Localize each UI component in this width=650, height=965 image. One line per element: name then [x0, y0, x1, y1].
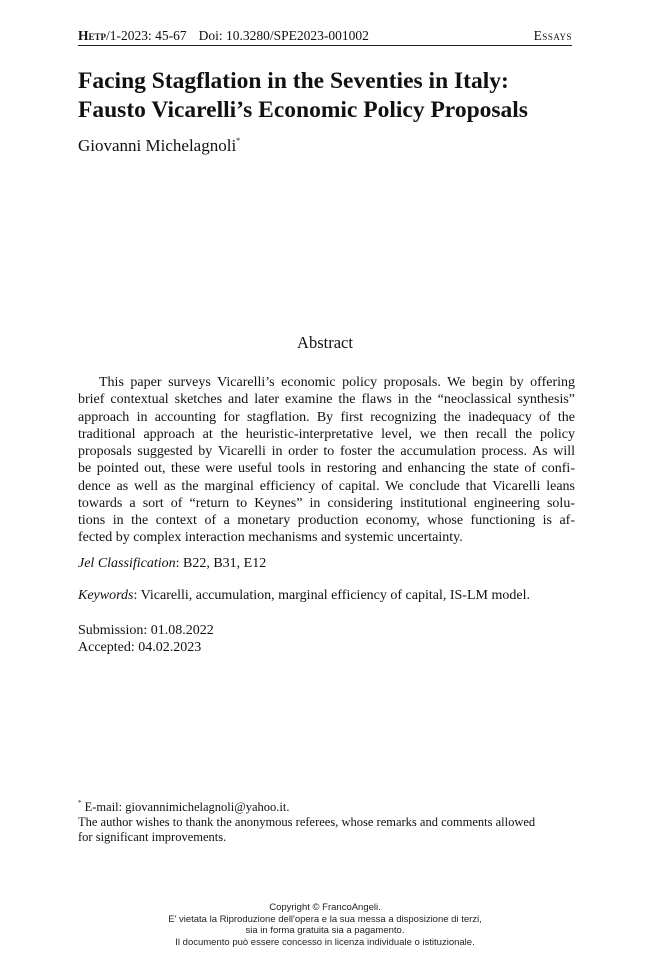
section-label: Essays	[533, 28, 572, 43]
title-line-2: Fausto Vicarelli’s Economic Policy Proposals	[78, 97, 528, 123]
abstract-heading: Abstract	[297, 333, 353, 352]
header-citation	[78, 28, 369, 43]
running-header	[78, 28, 572, 46]
submission-date: Submission: 01.08.2022	[78, 623, 214, 638]
keywords-label: Keywords	[78, 588, 134, 603]
acknowledgement-line: The author wishes to thank the anonymous referees, whose remarks and comments allowed	[78, 815, 536, 829]
keywords-list: : Vicarelli, accumulation, marginal efficiency of capital, IS-LM model.	[133, 588, 530, 603]
abstract-line: traditional approach at the heuristic-interpretative level, we then recall the policy	[78, 426, 575, 442]
abstract-line: tions in the context of a monetary production economy, whose functioning is af-	[78, 513, 575, 528]
footnote-mark: *	[78, 799, 82, 807]
jel-codes: : B22, B31, E12	[175, 556, 267, 571]
keywords	[78, 587, 530, 604]
abstract-body	[78, 374, 575, 547]
copyright-notice	[0, 902, 650, 948]
copyright-line: sia in forma gratuita sia a pagamento.	[245, 925, 405, 936]
issue-pages: /1-2023: 45-67	[106, 28, 187, 43]
footnote-email[interactable]: E-mail: giovannimichelagnoli@yahoo.it.	[81, 800, 290, 814]
journal-name: Hetp	[78, 28, 107, 43]
abstract-line: dence as well as the marginal efficiency of capital. We conclude that Vicarelli leans	[78, 478, 575, 494]
acknowledgement-line: for significant improvements.	[78, 830, 227, 844]
abstract-line: towards a sort of “return to Keynes” in considering institutional engineering solu-	[78, 495, 575, 511]
dates	[78, 622, 214, 656]
copyright-line: Copyright © FrancoAngeli.	[269, 902, 381, 913]
abstract-line: fected by complex interaction mechanisms and systemic uncertainty.	[78, 530, 463, 546]
author	[78, 131, 240, 156]
title-line-1: Facing Stagflation in the Seventies in Italy:	[78, 68, 509, 94]
doi[interactable]: Doi: 10.3280/SPE2023-001002	[198, 28, 369, 43]
author-name: Giovanni Michelagnoli	[78, 136, 237, 155]
abstract-line: proposals suggested by Vicarelli in order to foster the accumulation process. As will	[78, 444, 575, 459]
copyright-line: E' vietata la Riproduzione dell'opera e la sua messa a disposizione di terzi,	[168, 913, 482, 925]
jel-classification	[78, 555, 266, 572]
jel-label: Jel Classification	[78, 556, 176, 571]
paper-title	[78, 67, 578, 125]
footnote	[78, 796, 575, 845]
abstract-line: brief contextual sketches and later examine the flaws in the “neoclassical synthesis”	[78, 392, 575, 408]
abstract-line: This paper surveys Vicarelli’s economic policy proposals. We begin by offering	[99, 375, 575, 390]
accepted-date: Accepted: 04.02.2023	[78, 640, 202, 655]
abstract-line: be pointed out, these were useful tools in restoring and enhancing the state of confi-	[78, 461, 575, 477]
author-footnote-mark: *	[236, 136, 241, 145]
abstract-line: approach in accounting for stagflation. By first recognizing the inadequacy of the	[78, 409, 575, 425]
copyright-line: Il documento può essere concesso in licenza individuale o istituzionale.	[175, 936, 475, 948]
